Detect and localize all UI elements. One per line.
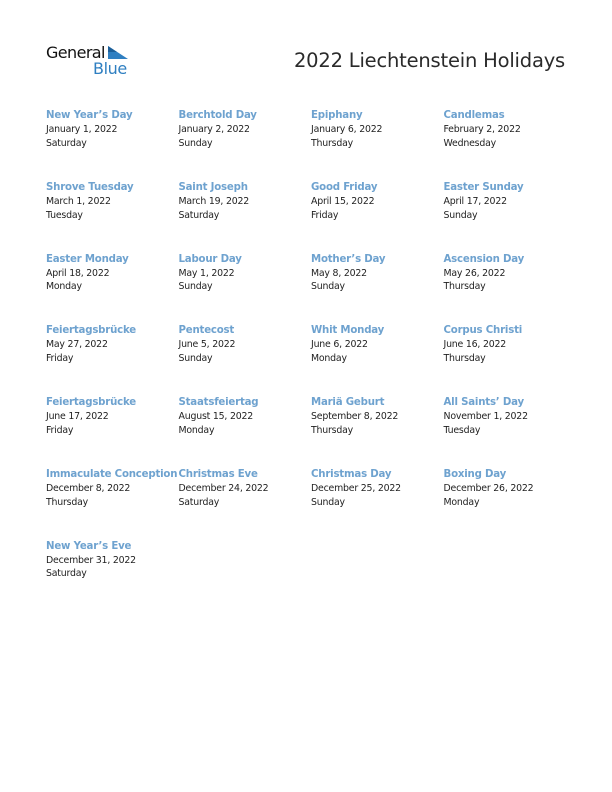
- holiday-weekday: Saturday: [178, 496, 220, 508]
- holiday-name: Corpus Christi: [443, 325, 523, 337]
- holiday-date: December 25, 2022: [311, 482, 401, 494]
- holiday-weekday: Tuesday: [46, 209, 83, 221]
- holiday-date: March 1, 2022: [46, 195, 111, 207]
- holiday-name: Labour Day: [178, 253, 242, 265]
- holiday-entry: [179, 468, 312, 540]
- holiday-name: Shrove Tuesday: [46, 181, 134, 193]
- holiday-weekday: Sunday: [311, 496, 345, 508]
- holiday-date: June 5, 2022: [178, 339, 236, 351]
- holiday-entry: [46, 109, 179, 181]
- holiday-name: All Saints’ Day: [443, 397, 524, 409]
- holiday-weekday: Saturday: [46, 568, 87, 580]
- generalblue-logo: [46, 44, 136, 80]
- holiday-name: Feiertagsbrücke: [46, 325, 136, 337]
- holiday-entry: [311, 253, 444, 325]
- holiday-weekday: Thursday: [46, 496, 88, 508]
- holiday-name: Mariä Geburt: [311, 397, 385, 409]
- holiday-name: Ascension Day: [443, 253, 525, 265]
- holiday-entry: [179, 253, 312, 325]
- holiday-weekday: Tuesday: [443, 424, 481, 436]
- holiday-entry: [179, 109, 312, 181]
- holiday-name: Christmas Day: [311, 468, 392, 480]
- holiday-name: Epiphany: [311, 110, 363, 121]
- holiday-name: Boxing Day: [443, 468, 507, 480]
- holiday-date: April 18, 2022: [46, 267, 110, 279]
- holiday-weekday: Friday: [46, 424, 74, 436]
- holiday-weekday: Monday: [46, 281, 82, 293]
- holiday-weekday: Thursday: [311, 424, 353, 436]
- holiday-weekday: Wednesday: [443, 137, 496, 149]
- holiday-name: Good Friday: [311, 181, 378, 193]
- holiday-entry: [46, 253, 179, 325]
- page-title: 2022 Liechtenstein Holidays: [293, 49, 565, 72]
- holiday-date: January 6, 2022: [311, 124, 383, 135]
- holiday-date: January 1, 2022: [46, 124, 118, 135]
- holiday-name: New Year’s Eve: [46, 540, 132, 552]
- holiday-entry: [311, 109, 444, 181]
- holiday-entry: [444, 468, 577, 540]
- holiday-date: December 26, 2022: [443, 482, 534, 494]
- holiday-entry: [179, 324, 312, 396]
- holiday-date: April 15, 2022: [311, 195, 375, 207]
- holiday-weekday: Sunday: [178, 353, 213, 365]
- holiday-date: June 17, 2022: [46, 411, 109, 423]
- holiday-weekday: Friday: [311, 209, 339, 221]
- holiday-entry: [46, 181, 179, 253]
- holiday-weekday: Sunday: [311, 281, 345, 293]
- logo-text-blue: Blue: [93, 59, 127, 78]
- holiday-entry: [311, 324, 444, 396]
- holiday-name: Immaculate Conception: [46, 468, 178, 480]
- holiday-weekday: Monday: [311, 353, 347, 365]
- holiday-entry: [46, 468, 179, 540]
- holiday-date: May 26, 2022: [443, 267, 506, 279]
- holiday-weekday: Monday: [178, 424, 215, 436]
- holiday-name: Easter Monday: [46, 253, 129, 265]
- holiday-weekday: Saturday: [178, 209, 220, 221]
- holiday-weekday: Sunday: [178, 281, 213, 293]
- holiday-date: January 2, 2022: [178, 124, 250, 135]
- holiday-date: February 2, 2022: [443, 124, 521, 135]
- holiday-entry: [179, 396, 312, 468]
- holiday-entry: [444, 253, 577, 325]
- holiday-entry: [444, 396, 577, 468]
- holiday-weekday: Thursday: [311, 137, 353, 149]
- holiday-name: Berchtold Day: [178, 110, 257, 121]
- holiday-name: Pentecost: [178, 325, 235, 337]
- holiday-date: May 27, 2022: [46, 339, 108, 351]
- holiday-name: Saint Joseph: [178, 181, 248, 193]
- holiday-date: December 31, 2022: [46, 554, 136, 566]
- holiday-entry: [444, 109, 577, 181]
- holiday-name: Feiertagsbrücke: [46, 397, 136, 409]
- holiday-entry: [46, 324, 179, 396]
- holiday-entry: [311, 468, 444, 540]
- holiday-date: May 8, 2022: [311, 267, 367, 279]
- holiday-weekday: Friday: [46, 353, 74, 365]
- holiday-weekday: Thursday: [443, 353, 486, 365]
- holiday-entry: [444, 181, 577, 253]
- holiday-date: June 16, 2022: [443, 339, 507, 351]
- holiday-date: August 15, 2022: [178, 411, 254, 423]
- holiday-weekday: Monday: [443, 496, 480, 508]
- holiday-weekday: Sunday: [443, 209, 478, 221]
- holiday-date: June 6, 2022: [311, 339, 368, 351]
- holiday-grid: [46, 109, 586, 612]
- holiday-name: Staatsfeiertag: [178, 397, 259, 409]
- holiday-entry: [179, 181, 312, 253]
- holiday-name: Christmas Eve: [178, 468, 258, 480]
- holiday-date: November 1, 2022: [443, 411, 528, 423]
- holiday-weekday: Thursday: [443, 281, 486, 293]
- holiday-entry: [46, 396, 179, 468]
- holiday-date: March 19, 2022: [178, 195, 250, 207]
- holiday-date: December 24, 2022: [178, 482, 269, 494]
- holiday-name: Whit Monday: [311, 325, 385, 337]
- holiday-entry: [311, 396, 444, 468]
- holiday-name: Easter Sunday: [443, 181, 524, 193]
- holiday-weekday: Saturday: [46, 137, 87, 149]
- logo-text-general: General: [46, 43, 105, 62]
- holiday-name: Candlemas: [443, 110, 505, 121]
- holiday-date: December 8, 2022: [46, 482, 131, 494]
- holiday-date: May 1, 2022: [178, 267, 235, 279]
- holiday-entry: [311, 181, 444, 253]
- holiday-name: Mother’s Day: [311, 253, 386, 265]
- holiday-date: April 17, 2022: [443, 195, 507, 207]
- holiday-date: September 8, 2022: [311, 411, 399, 423]
- holiday-entry: [46, 540, 179, 612]
- holiday-weekday: Sunday: [178, 137, 213, 149]
- holiday-entry: [444, 324, 577, 396]
- holiday-name: New Year’s Day: [46, 110, 133, 121]
